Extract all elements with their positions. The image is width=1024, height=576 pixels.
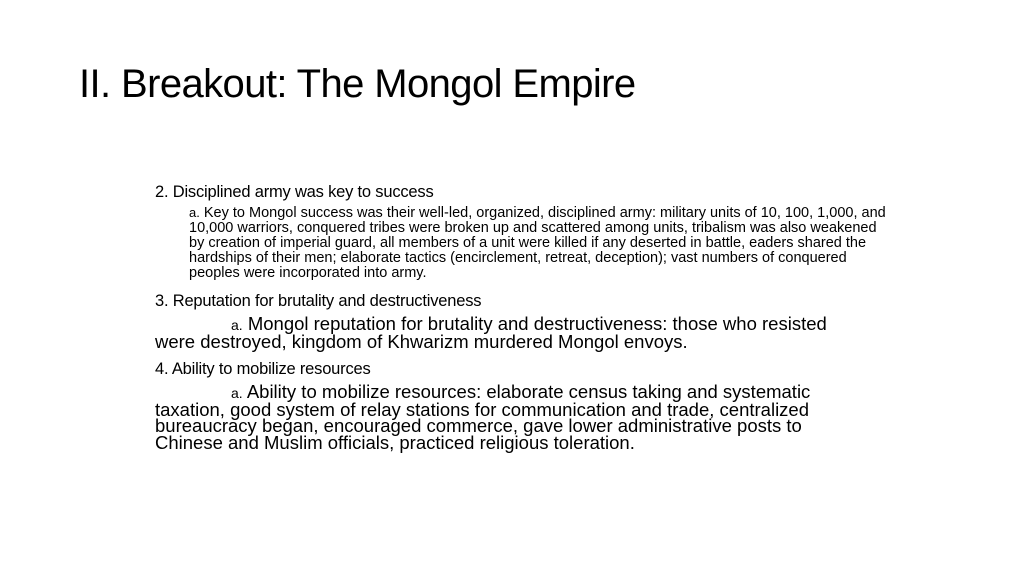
- section-heading: 4. Ability to mobilize resources: [155, 360, 371, 378]
- section-heading: 2. Disciplined army was key to success: [155, 183, 434, 201]
- sub-point-marker: a.: [189, 205, 200, 220]
- sub-point: [155, 313, 860, 352]
- slide-title: II. Breakout: The Mongol Empire: [79, 62, 636, 106]
- section-reputation: [155, 291, 890, 350]
- sub-point: [155, 381, 860, 453]
- sub-point: [189, 205, 889, 281]
- sub-point-text: Key to Mongol success was their well-led, organized, disciplined army: military units of 10, 100, 1,000, and 10,000 warriors, conquered tribes were broken up and scattered among units, tribalism was also weakened by creation of imperial guard, all members of a unit were killed if any deserted in battle, eaders shared the hardships of their men; elaborate tactics (encirclement, retreat, deception); vast numbers of conquered peoples were incorporated into army.: [189, 205, 886, 281]
- section-disciplined-army: [155, 182, 890, 281]
- section-heading: 3. Reputation for brutality and destructiveness: [155, 292, 482, 310]
- sub-point-marker: a.: [231, 385, 243, 401]
- sub-point-text: Mongol reputation for brutality and destructiveness: those who resisted were destroyed, kingdom of Khwarizm murdered Mongol envoys.: [155, 313, 827, 352]
- sub-point-marker: a.: [231, 317, 243, 333]
- sub-point-text: Ability to mobilize resources: elaborate census taking and systematic taxation, good system of relay stations for communication and trade, centralized bureaucracy began, encouraged commerce, gave lower administrative posts to Chinese and Muslim officials, practiced religious toleration.: [155, 381, 811, 453]
- slide-body: [155, 182, 890, 451]
- section-resources: [155, 359, 890, 451]
